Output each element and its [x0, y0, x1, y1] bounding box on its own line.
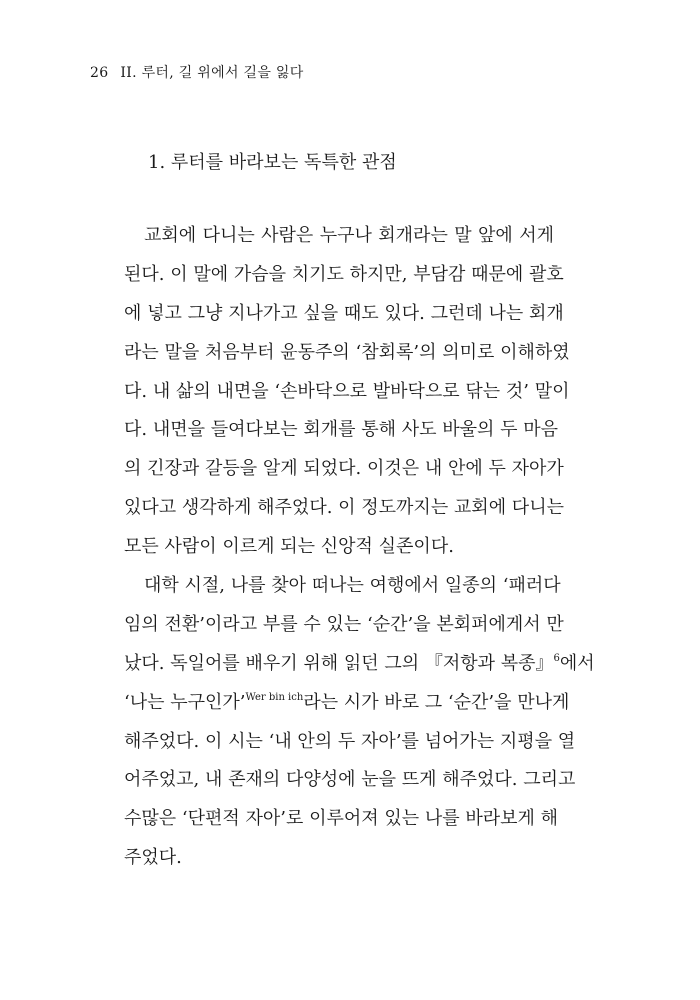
text-line: [124, 645, 595, 684]
text-run: ‘나는 누구인가’: [124, 691, 246, 713]
text-line: 의 긴장과 갈등을 알게 되었다. 이것은 내 안에 두 자아가: [124, 458, 564, 480]
text-line: [124, 684, 570, 723]
text-line: 모든 사람이 이르게 되는 신앙적 실존이다.: [124, 536, 454, 558]
text-line: 해주었다. 이 시는 ‘내 안의 두 자아’를 넘어가는 지평을 열: [124, 730, 576, 752]
text-line: 어주었고, 내 존재의 다양성에 눈을 뜨게 해주었다. 그리고: [124, 769, 576, 791]
text-run: 났다. 독일어를 배우기 위해 읽던 그의 『저항과 복종』: [124, 652, 554, 674]
section-title: 1. 루터를 바라보는 독특한 관점: [148, 152, 397, 173]
superscript-original-title: Wer bin ich: [245, 691, 304, 703]
running-head: [90, 62, 304, 82]
text-line: 에 넣고 그냥 지나가고 싶을 때도 있다. 그런데 나는 회개: [124, 302, 564, 324]
text-line: 수많은 ‘단편적 자아’로 이루어져 있는 나를 바라보게 해: [124, 808, 559, 830]
text-line: 라는 말을 처음부터 윤동주의 ‘참회록’의 의미로 이해하였: [124, 341, 570, 363]
text-line: 주었다.: [124, 847, 182, 869]
text-run: 라는 시가 바로 그 ‘순간’을 만나게: [303, 691, 570, 713]
text-line: 임의 전환’이라고 부를 수 있는 ‘순간’을 본회퍼에게서 만: [124, 613, 564, 635]
text-line: 있다고 생각하게 해주었다. 이 정도까지는 교회에 다니는: [124, 497, 564, 519]
body-text: [124, 217, 595, 878]
text-line: 다. 내 삶의 내면을 ‘손바닥으로 발바닥으로 닦는 것’ 말이: [124, 380, 570, 402]
footnote-marker: 6: [553, 652, 560, 664]
text-line: 대학 시절, 나를 찾아 떠나는 여행에서 일종의 ‘패러다: [144, 575, 561, 597]
chapter-title: II. 루터, 길 위에서 길을 잃다: [120, 65, 304, 81]
page-number: 26: [90, 65, 109, 81]
text-line: 다. 내면을 들여다보는 회개를 통해 사도 바울의 두 마음: [124, 419, 559, 441]
paragraph-1: [124, 217, 570, 567]
text-run: 에서: [559, 652, 595, 674]
paragraph-2: [124, 567, 595, 878]
text-line: 교회에 다니는 사람은 누구나 회개라는 말 앞에 서게: [144, 225, 554, 246]
text-line: 된다. 이 말에 가슴을 치기도 하지만, 부담감 때문에 괄호: [124, 263, 564, 285]
